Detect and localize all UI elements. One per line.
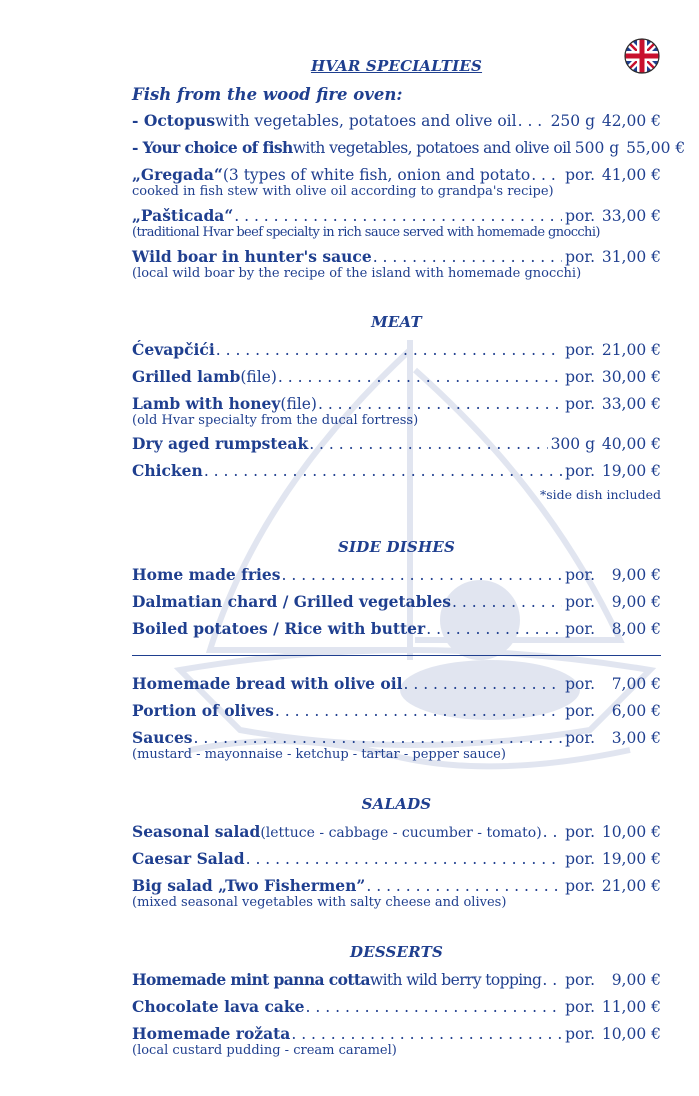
item-unit: por. [565,341,595,359]
menu-item-gregada [132,165,661,199]
item-desc: (lettuce - cabbage - cucumber - tomato) [260,825,542,841]
item-price: 19,00 € [601,462,661,480]
item-name: „Pašticada“ [132,206,234,225]
item-unit: por. [565,675,595,693]
menu-item-rumpsteak [132,434,661,454]
menu-item-panna-cotta [132,970,661,990]
item-name: Homemade mint panna cotta [132,970,370,989]
section-title-side-dishes: SIDE DISHES [337,538,455,556]
item-price: 11,00 € [601,998,661,1016]
item-price: 40,00 € [601,435,661,453]
menu-item-rozata [132,1024,661,1058]
item-price: 9,00 € [611,971,661,989]
item-unit: por. [565,850,595,868]
item-subtext: (mixed seasonal vegetables with salty cheese and olives) [132,895,507,910]
item-subtext: (mustard - mayonnaise - ketchup - tartar - pepper sauce) [132,747,506,762]
menu-item-cevapcici [132,340,661,360]
item-price: 21,00 € [601,341,661,359]
item-price: 9,00 € [611,593,661,611]
menu-item-pasticada [132,206,661,240]
menu-item-octopus [132,111,661,131]
section-title-salads: SALADS [361,795,432,813]
item-name: Caesar Salad [132,849,245,868]
item-unit: por. [565,971,595,989]
item-unit: por. [565,207,595,225]
subhead-fish-wood-oven: Fish from the wood fire oven: [132,85,403,104]
item-price: 3,00 € [611,729,661,747]
item-price: 6,00 € [611,702,661,720]
menu-item-caesar-salad [132,849,661,869]
item-name: Chicken [132,461,203,480]
item-subtext: (local wild boar by the recipe of the island with homemade gnocchi) [132,266,582,281]
item-name: Dalmatian chard / Grilled vegetables [132,592,452,611]
side-dish-note: *side dish included [540,487,661,502]
item-price: 41,00 € [601,166,661,184]
item-name: Ćevapčići [132,340,215,359]
item-desc: (3 types of white fish, onion and potato [222,166,531,184]
item-subtext: (local custard pudding - cream caramel) [132,1043,397,1058]
item-subtext: cooked in fish stew with olive oil according to grandpa's recipe) [132,184,554,199]
item-unit: por. [565,729,595,747]
item-name: Portion of olives [132,701,274,720]
item-unit: por. [565,702,595,720]
item-name: Wild boar in hunter's sauce [132,247,372,266]
item-unit: por. [565,166,595,184]
menu-item-lamb-with-honey [132,394,661,428]
item-price: 19,00 € [601,850,661,868]
item-unit: por. [565,620,595,638]
item-desc: with vegetables, potatoes and olive oil [292,139,571,157]
item-unit: 250 g [550,112,595,130]
menu-item-big-salad [132,876,661,910]
item-name: - Your choice of fish [132,138,293,157]
menu-item-bread [132,674,661,694]
item-desc: (file) [240,368,277,386]
item-desc: with vegetables, potatoes and olive oil [215,112,517,130]
item-name: Homemade rožata [132,1024,291,1043]
item-name: Chocolate lava cake [132,997,305,1016]
menu-item-potatoes-rice [132,619,661,639]
item-price: 33,00 € [601,395,661,413]
item-price: 55,00 € [626,139,686,157]
item-name: Seasonal salad [132,822,261,841]
item-price: 42,00 € [601,112,661,130]
item-subtext: (traditional Hvar beef specialty in rich sauce served with homemade gnocchi) [132,225,600,240]
item-price: 9,00 € [611,566,661,584]
item-unit: por. [565,368,595,386]
item-name: Lamb with honey [132,394,281,413]
menu-item-fries [132,565,661,585]
section-title-desserts: DESSERTS [349,943,443,961]
item-name: Big salad „Two Fishermen” [132,876,366,895]
item-name: - Octopus [132,111,216,130]
section-title-meat: MEAT [371,313,422,331]
menu-item-wild-boar [132,247,661,281]
item-unit: por. [565,823,595,841]
item-unit: 300 g [550,435,595,453]
item-name: Sauces [132,728,193,747]
item-unit: por. [565,566,595,584]
menu-item-seasonal-salad [132,822,661,843]
item-price: 8,00 € [611,620,661,638]
item-desc: (file) [280,395,317,413]
item-unit: por. [565,998,595,1016]
item-unit: 500 g [574,139,620,157]
item-unit: por. [565,877,595,895]
item-price: 30,00 € [601,368,661,386]
menu-item-chard-vegetables [132,592,661,612]
item-desc: with wild berry topping [369,971,542,989]
item-unit: por. [565,1025,595,1043]
menu-item-choice-of-fish [132,138,686,158]
item-unit: por. [565,462,595,480]
menu-item-grilled-lamb [132,367,661,387]
item-price: 10,00 € [601,1025,661,1043]
item-name: Homemade bread with olive oil [132,674,403,693]
menu-item-sauces [132,728,661,762]
item-name: Dry aged rumpsteak [132,434,309,453]
section-divider [132,655,661,656]
section-title-hvar-specialties: HVAR SPECIALTIES [310,57,483,75]
item-name: Home made fries [132,565,281,584]
menu-item-olives [132,701,661,721]
item-price: 33,00 € [601,207,661,225]
menu-item-chicken [132,461,661,481]
item-subtext: (old Hvar specialty from the ducal fortress) [132,413,419,428]
item-price: 31,00 € [601,248,661,266]
item-unit: por. [565,248,595,266]
item-price: 21,00 € [601,877,661,895]
item-price: 10,00 € [601,823,661,841]
item-name: Boiled potatoes / Rice with butter [132,619,426,638]
item-unit: por. [565,593,595,611]
menu-item-lava-cake [132,997,661,1017]
item-name: Grilled lamb [132,367,241,386]
item-name: „Gregada“ [132,165,223,184]
item-price: 7,00 € [611,675,661,693]
item-unit: por. [565,395,595,413]
